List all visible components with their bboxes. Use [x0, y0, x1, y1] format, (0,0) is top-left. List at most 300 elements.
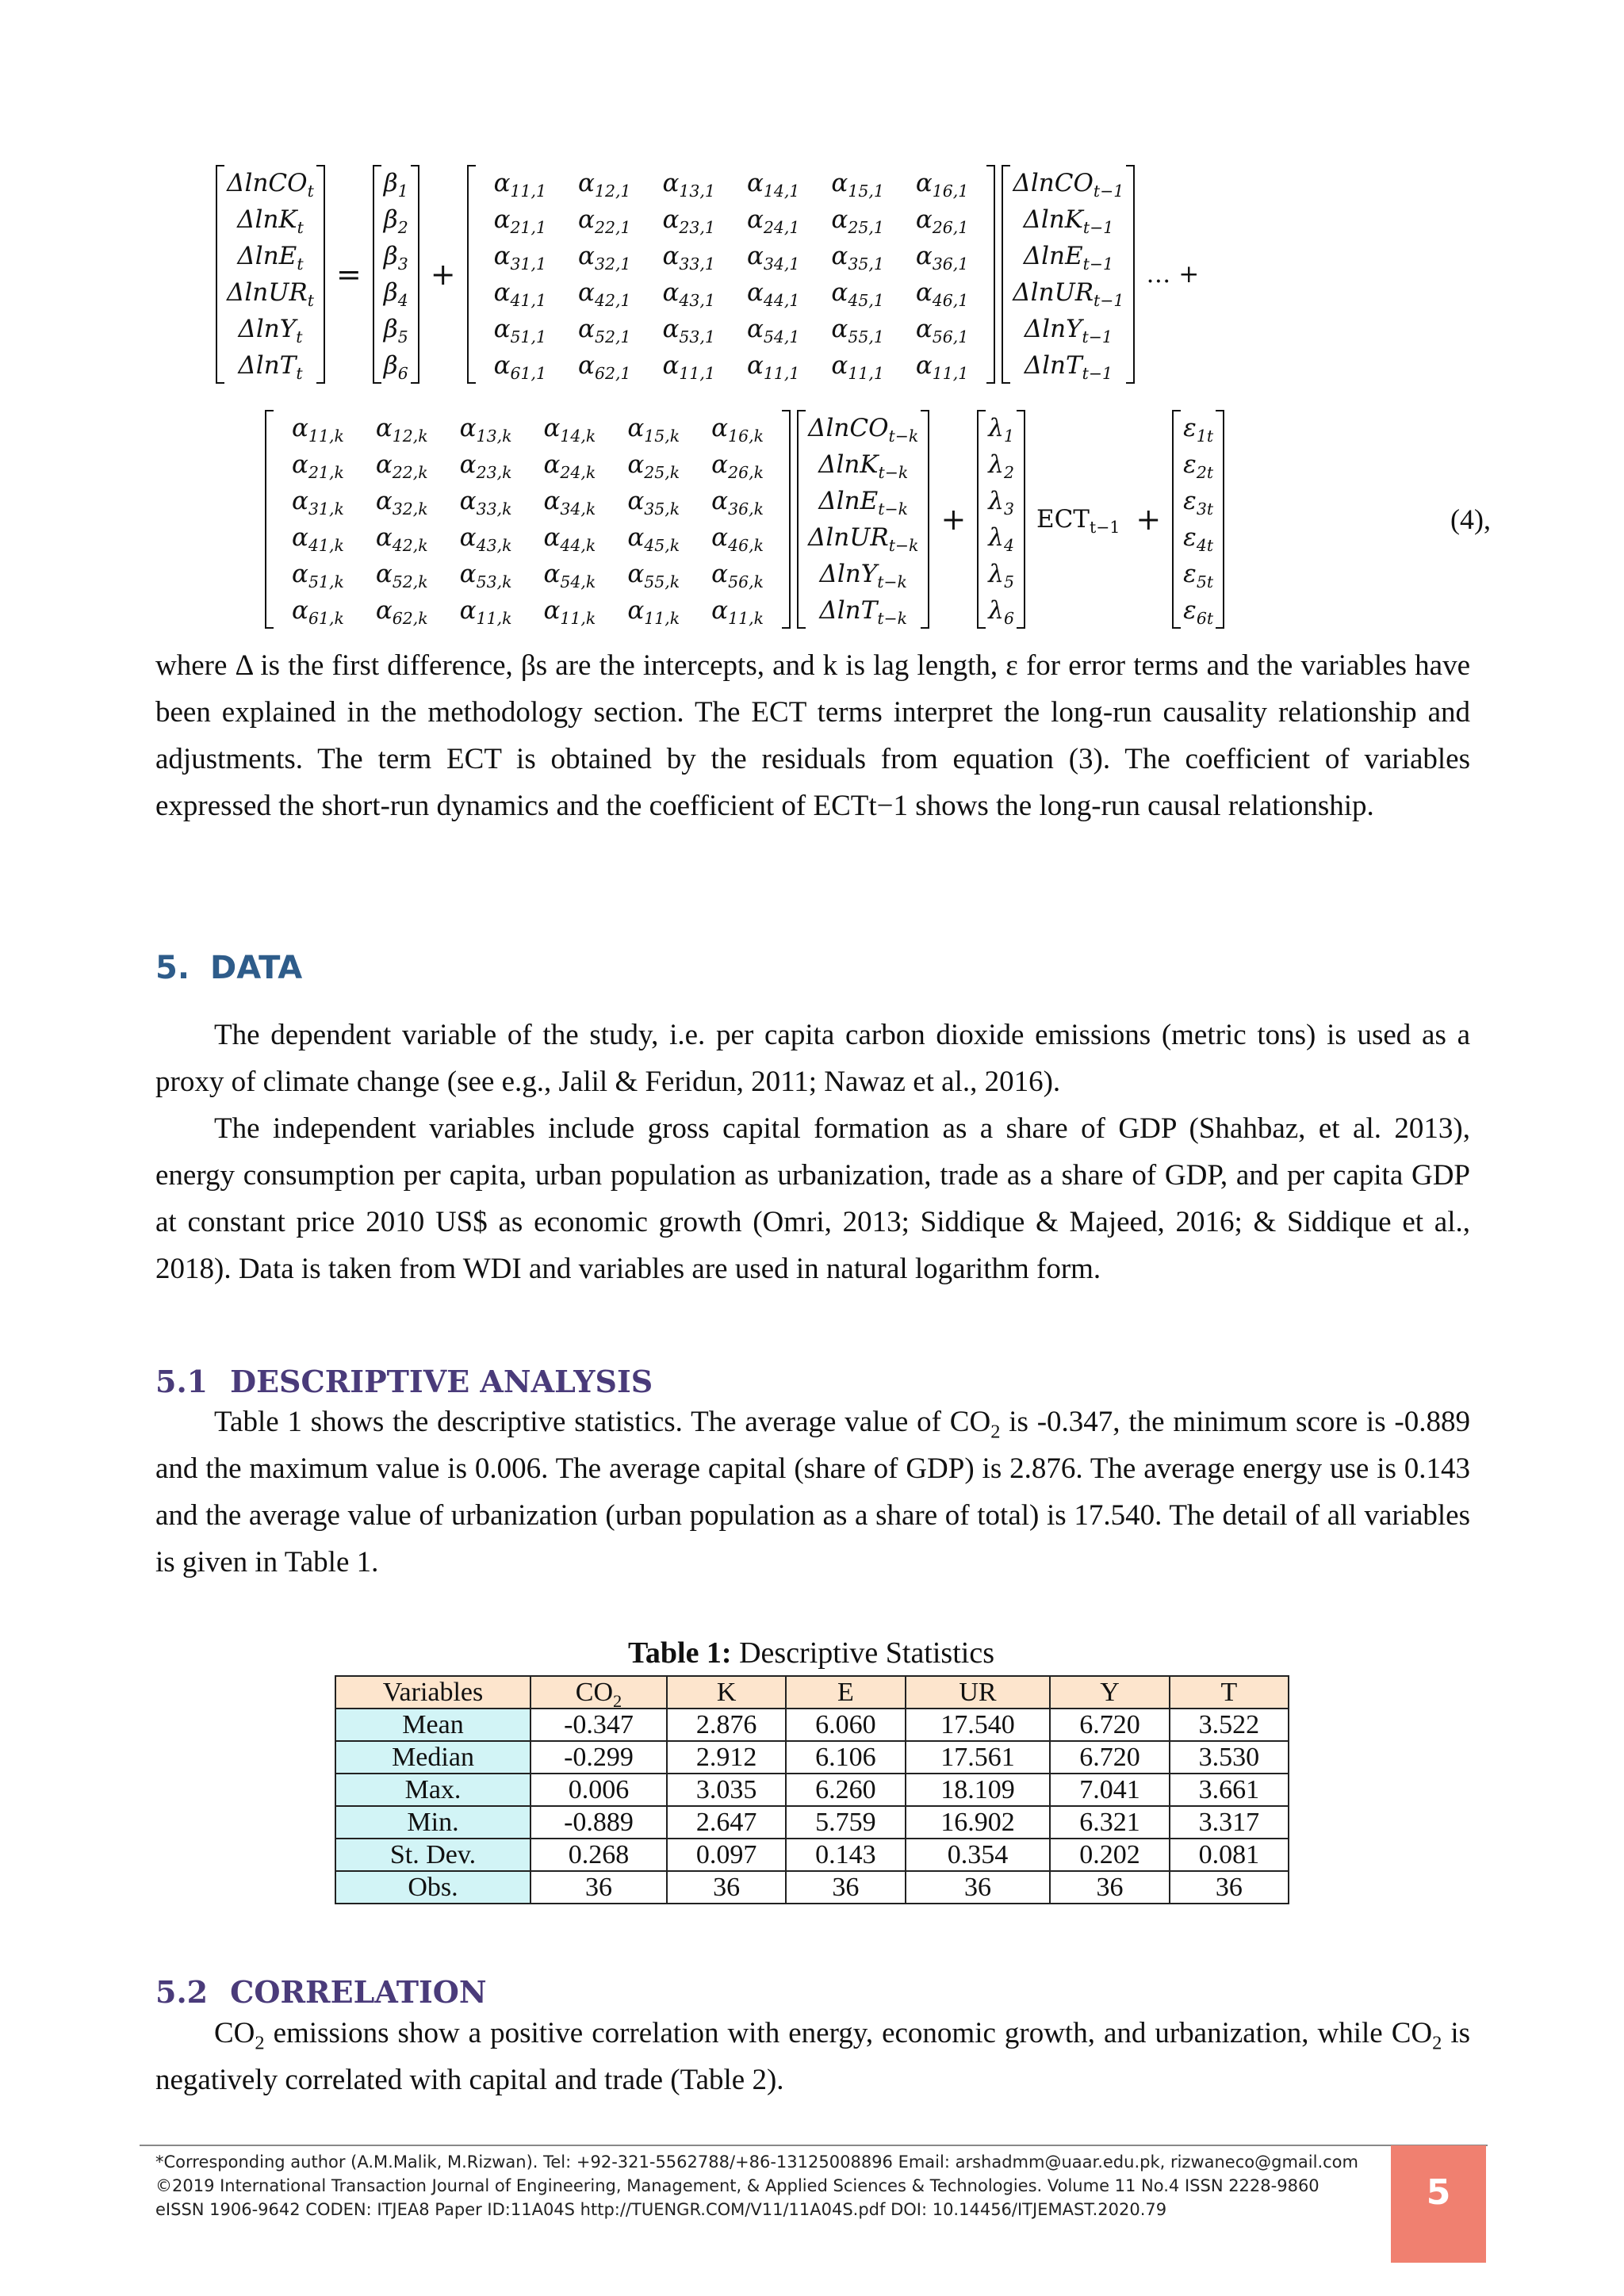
matrix-cell — [478, 201, 562, 238]
vars-vector-lagk — [797, 410, 929, 629]
lagged-variable: ΔlnE$_{t-1}$ — [1023, 242, 1113, 274]
lhs-vector — [216, 165, 325, 384]
matrix-cell — [900, 311, 984, 347]
alpha-coefficient: $\alpha_{41,1}$ — [493, 278, 547, 311]
table-column-header: E — [786, 1676, 905, 1709]
alpha-coefficient: $\alpha_{11,1}$ — [493, 169, 547, 201]
beta-intercept: $\beta_2$ — [383, 205, 408, 238]
table-cell: 0.006 — [530, 1774, 667, 1806]
matrix-cell — [900, 274, 984, 311]
table-cell: 17.561 — [906, 1741, 1051, 1774]
lambda-coefficient: $\lambda_4$ — [988, 523, 1014, 556]
matrix-cell — [695, 592, 779, 629]
error-term: $\varepsilon_{5t}$ — [1183, 560, 1214, 592]
matrix-cell — [646, 347, 730, 384]
matrix-cell — [646, 238, 730, 274]
alpha-coefficient: $\alpha_{11,k}$ — [543, 596, 596, 629]
alpha-coefficient: $\alpha_{31,1}$ — [493, 242, 547, 274]
alpha-coefficient: $\alpha_{34,1}$ — [746, 242, 800, 274]
table-row — [335, 1709, 1289, 1741]
table-row-label: Max. — [335, 1774, 530, 1806]
table-column-header: UR — [906, 1676, 1051, 1709]
matrix-cell — [527, 446, 611, 483]
section-heading-correlation — [155, 1974, 487, 2010]
alpha-coefficient: $\alpha_{34,k}$ — [543, 487, 596, 519]
matrix-cell — [478, 347, 562, 384]
matrix-column — [360, 410, 444, 629]
alpha-coefficient: $\alpha_{45,k}$ — [627, 523, 680, 556]
page-footer — [155, 2150, 1392, 2221]
descriptive-paragraph: Table 1 shows the descriptive statistics. The average value of $CO_2$ is -0.347, the minimum score is -0.889 and the maximum value is 0.006. The average capital (share of GDP) is 2.876. The average energy use is 0.143 and the average value of urbanization (urban population as a share of total) is 17.540. The detail of all variables is given in Table 1. — [155, 1406, 1470, 1578]
ellipsis: … + — [1146, 260, 1200, 289]
vars-vector-lag1 — [1002, 165, 1135, 384]
matrix-cell — [695, 446, 779, 483]
matrix-cell — [360, 519, 444, 556]
matrix-cell — [360, 410, 444, 446]
matrix-cell — [808, 592, 918, 629]
table-cell: 36 — [786, 1871, 905, 1904]
matrix-cell — [384, 311, 408, 347]
matrix-cell — [815, 347, 899, 384]
matrix-cell — [562, 238, 646, 274]
error-term: $\varepsilon_{1t}$ — [1183, 414, 1214, 446]
alpha-coefficient: $\alpha_{41,k}$ — [292, 523, 344, 556]
beta-vector — [373, 165, 419, 384]
alpha-coefficient: $\alpha_{51,1}$ — [493, 315, 547, 347]
matrix-cell — [227, 274, 314, 311]
alpha-coefficient: $\alpha_{46,1}$ — [915, 278, 969, 311]
matrix-cell — [695, 519, 779, 556]
error-term: $\varepsilon_{2t}$ — [1183, 450, 1214, 483]
correlation-paragraph: $CO_2$ emissions show a positive correlation with energy, economic growth, and urbanization, while $CO_2$ is negatively correlated with capital and trade (Table 2). — [155, 2017, 1470, 2096]
matrix-cell — [444, 446, 528, 483]
lagged-variable: ΔlnUR$_{t-1}$ — [1013, 278, 1124, 311]
matrix-cell — [646, 201, 730, 238]
matrix-cell — [562, 311, 646, 347]
lagged-variable: ΔlnY$_{t-k}$ — [819, 560, 907, 592]
alpha-coefficient: $\alpha_{16,1}$ — [915, 169, 969, 201]
matrix-column — [444, 410, 528, 629]
alpha-coefficient: $\alpha_{46,k}$ — [711, 523, 764, 556]
table-cell: 36 — [667, 1871, 786, 1904]
matrix-column — [900, 165, 984, 384]
alpha-coefficient: $\alpha_{11,k}$ — [459, 596, 512, 629]
matrix-cell — [815, 201, 899, 238]
matrix-column — [562, 165, 646, 384]
footer-divider — [140, 2145, 1488, 2146]
matrix-column — [731, 165, 815, 384]
alpha-coefficient: $\alpha_{11,k}$ — [292, 414, 344, 446]
alpha-coefficient: $\alpha_{13,k}$ — [459, 414, 512, 446]
alpha-coefficient: $\alpha_{62,1}$ — [578, 351, 631, 384]
lambda-coefficient: $\lambda_2$ — [988, 450, 1014, 483]
matrix-cell — [562, 274, 646, 311]
alpha-coefficient: $\alpha_{62,k}$ — [375, 596, 428, 629]
alpha-coefficient: $\alpha_{11,1}$ — [746, 351, 800, 384]
lagged-variable: ΔlnT$_{t-1}$ — [1024, 351, 1113, 384]
alpha-coefficient: $\alpha_{11,1}$ — [662, 351, 715, 384]
matrix-cell — [731, 347, 815, 384]
matrix-cell — [1183, 592, 1213, 629]
section-number: 5.2 — [155, 1974, 209, 2010]
matrix-cell — [478, 311, 562, 347]
lagged-variable: ΔlnCO$_{t-1}$ — [1013, 169, 1124, 201]
table-column-header: Y — [1050, 1676, 1169, 1709]
alpha-coefficient: $\alpha_{61,1}$ — [493, 351, 547, 384]
table-row-label: St. Dev. — [335, 1839, 530, 1871]
beta-intercept: $\beta_5$ — [383, 315, 408, 347]
matrix-cell — [276, 519, 360, 556]
table-row — [335, 1806, 1289, 1839]
alpha-coefficient: $\alpha_{36,k}$ — [711, 487, 764, 519]
matrix-cell — [815, 274, 899, 311]
matrix-cell — [227, 311, 314, 347]
lagged-variable: ΔlnCO$_{t-k}$ — [808, 414, 919, 446]
alpha-coefficient: $\alpha_{13,1}$ — [662, 169, 715, 201]
table-header-row — [335, 1676, 1289, 1709]
table-cell: 0.202 — [1050, 1839, 1169, 1871]
alpha-coefficient: $\alpha_{11,1}$ — [915, 351, 969, 384]
alpha-coefficient: $\alpha_{21,1}$ — [493, 205, 547, 238]
alpha-coefficient: $\alpha_{53,k}$ — [459, 560, 512, 592]
table-cell: 3.530 — [1170, 1741, 1289, 1774]
matrix-cell — [478, 165, 562, 201]
table-cell: 18.109 — [906, 1774, 1051, 1806]
matrix-cell — [731, 238, 815, 274]
matrix-cell — [227, 238, 314, 274]
matrix-cell — [444, 592, 528, 629]
matrix-column — [611, 410, 695, 629]
table-cell: 5.759 — [786, 1806, 905, 1839]
matrix-cell — [695, 483, 779, 519]
alpha-coefficient: $\alpha_{36,1}$ — [915, 242, 969, 274]
matrix-cell — [1013, 201, 1124, 238]
table-cell: 36 — [530, 1871, 667, 1904]
table-cell: 3.522 — [1170, 1709, 1289, 1741]
matrix-cell — [988, 483, 1014, 519]
error-term: $\varepsilon_{6t}$ — [1183, 596, 1214, 629]
matrix-cell — [815, 238, 899, 274]
matrix-cell — [731, 165, 815, 201]
caption-title: Descriptive Statistics — [739, 1636, 994, 1670]
table-column-header: T — [1170, 1676, 1289, 1709]
matrix-cell — [808, 556, 918, 592]
alpha-coefficient: $\alpha_{23,1}$ — [662, 205, 715, 238]
table-row — [335, 1741, 1289, 1774]
matrix-cell — [808, 410, 918, 446]
alpha-coefficient: $\alpha_{55,1}$ — [831, 315, 884, 347]
matrix-cell — [731, 274, 815, 311]
section-heading-data — [155, 950, 302, 986]
alpha-coefficient: $\alpha_{56,k}$ — [711, 560, 764, 592]
matrix-cell — [611, 483, 695, 519]
equation-number: (4), — [1450, 503, 1491, 535]
matrix-cell — [527, 410, 611, 446]
alpha-coefficient: $\alpha_{22,k}$ — [375, 450, 428, 483]
matrix-cell — [695, 556, 779, 592]
matrix-cell — [1013, 311, 1124, 347]
alpha-coefficient: $\alpha_{61,k}$ — [292, 596, 344, 629]
table-row-label: Mean — [335, 1709, 530, 1741]
lhs-variable: ΔlnY$_t$ — [238, 315, 303, 347]
matrix-cell — [900, 165, 984, 201]
equation-4-part2 — [262, 400, 1491, 638]
plus-sign: + — [940, 502, 967, 537]
table-cell: -0.299 — [530, 1741, 667, 1774]
alpha-coefficient: $\alpha_{44,1}$ — [746, 278, 800, 311]
matrix-cell — [1013, 165, 1124, 201]
beta-intercept: $\beta_6$ — [383, 351, 408, 384]
table-cell: 2.912 — [667, 1741, 786, 1774]
matrix-column — [815, 165, 899, 384]
matrix-cell — [646, 274, 730, 311]
error-term: $\varepsilon_{4t}$ — [1183, 523, 1214, 556]
section-title: DATA — [210, 950, 303, 986]
table-cell: 6.106 — [786, 1741, 905, 1774]
matrix-cell — [227, 347, 314, 384]
alpha-coefficient: $\alpha_{32,k}$ — [375, 487, 428, 519]
ect-label: $ECT_{t-1}$ — [1036, 505, 1120, 538]
table-cell: 3.317 — [1170, 1806, 1289, 1839]
alpha-coefficient: $\alpha_{21,k}$ — [292, 450, 344, 483]
footer-identifiers: eISSN 1906-9642 CODEN: ITJEA8 Paper ID:11A04S http://TUENGR.COM/V11/11A04S.pdf DOI: 10.14456/ITJEMAST.2020.79 — [155, 2200, 1167, 2219]
matrix-cell — [611, 592, 695, 629]
matrix-cell — [808, 519, 918, 556]
matrix-column — [646, 165, 730, 384]
matrix-cell — [808, 446, 918, 483]
matrix-cell — [276, 592, 360, 629]
matrix-cell — [808, 483, 918, 519]
section-number: 5.1 — [155, 1364, 209, 1399]
beta-intercept: $\beta_4$ — [383, 278, 408, 311]
alpha-coefficient: $\alpha_{33,k}$ — [459, 487, 512, 519]
alpha-coefficient: $\alpha_{15,1}$ — [831, 169, 884, 201]
matrix-cell — [611, 519, 695, 556]
alpha-matrix-lag1 — [467, 165, 996, 384]
alpha-coefficient: $\alpha_{42,k}$ — [375, 523, 428, 556]
matrix-cell — [900, 238, 984, 274]
table-row — [335, 1839, 1289, 1871]
alpha-coefficient: $\alpha_{43,1}$ — [662, 278, 715, 311]
matrix-cell — [360, 592, 444, 629]
matrix-cell — [562, 165, 646, 201]
matrix-cell — [1013, 274, 1124, 311]
matrix-cell — [360, 446, 444, 483]
lhs-variable: ΔlnT$_t$ — [238, 351, 303, 384]
table-cell: 2.876 — [667, 1709, 786, 1741]
caption-label: Table 1: — [628, 1636, 732, 1670]
alpha-coefficient: $\alpha_{15,k}$ — [627, 414, 680, 446]
lagged-variable: ΔlnK$_{t-k}$ — [818, 450, 909, 483]
alpha-coefficient: $\alpha_{51,k}$ — [292, 560, 344, 592]
matrix-column — [695, 410, 779, 629]
beta-intercept: $\beta_3$ — [383, 242, 408, 274]
matrix-cell — [384, 201, 408, 238]
matrix-cell — [611, 410, 695, 446]
lagged-variable: ΔlnT$_{t-k}$ — [819, 596, 908, 629]
plus-sign: + — [430, 257, 456, 292]
alpha-coefficient: $\alpha_{25,k}$ — [627, 450, 680, 483]
table-cell: 2.647 — [667, 1806, 786, 1839]
matrix-cell — [988, 556, 1014, 592]
table-cell: 6.260 — [786, 1774, 905, 1806]
matrix-cell — [611, 446, 695, 483]
error-term: $\varepsilon_{3t}$ — [1183, 487, 1214, 519]
alpha-coefficient: $\alpha_{53,1}$ — [662, 315, 715, 347]
matrix-cell — [1183, 556, 1213, 592]
lagged-variable: ΔlnUR$_{t-k}$ — [807, 523, 919, 556]
alpha-coefficient: $\alpha_{52,k}$ — [375, 560, 428, 592]
matrix-cell — [527, 592, 611, 629]
matrix-cell — [988, 446, 1014, 483]
table-cell: 3.661 — [1170, 1774, 1289, 1806]
alpha-coefficient: $\alpha_{24,1}$ — [746, 205, 800, 238]
alpha-coefficient: $\alpha_{54,1}$ — [746, 315, 800, 347]
epsilon-vector — [1172, 410, 1224, 629]
alpha-coefficient: $\alpha_{11,k}$ — [711, 596, 764, 629]
matrix-cell — [1013, 347, 1124, 384]
lagged-variable: ΔlnE$_{t-k}$ — [818, 487, 909, 519]
equation-explanation: where Δ is the first difference, βs are the intercepts, and k is lag length, ε for error terms and the variables have been explained in the methodology section. The ECT terms interpret the long-run causality relationship and adjustments. The term ECT is obtained by the residuals from equation (3). The coefficient of variables expressed the short-run dynamics and the coefficient of ECTt−1 shows the long-run causal relationship. — [155, 649, 1470, 822]
data-paragraph-2: The independent variables include gross capital formation as a share of GDP (Shahbaz, et al. 2013), energy consumption per capita, urban population as urbanization, trade as a share of GDP, and per capita GDP at constant price 2010 US$ as economic growth (Omri, 2013; Siddique & Majeed, 2016; & Siddique et al., 2018). Data is taken from WDI and variables are used in natural logarithm form. — [155, 1112, 1470, 1285]
table-cell: 0.143 — [786, 1839, 905, 1871]
table-cell: 36 — [906, 1871, 1051, 1904]
alpha-coefficient: $\alpha_{22,1}$ — [578, 205, 631, 238]
table-row — [335, 1871, 1289, 1904]
matrix-cell — [731, 311, 815, 347]
alpha-coefficient: $\alpha_{56,1}$ — [915, 315, 969, 347]
matrix-cell — [384, 238, 408, 274]
alpha-coefficient: $\alpha_{45,1}$ — [831, 278, 884, 311]
matrix-column — [478, 165, 562, 384]
matrix-cell — [988, 410, 1014, 446]
matrix-cell — [444, 410, 528, 446]
alpha-coefficient: $\alpha_{43,k}$ — [459, 523, 512, 556]
matrix-cell — [1183, 483, 1213, 519]
alpha-coefficient: $\alpha_{44,k}$ — [543, 523, 596, 556]
matrix-cell — [276, 410, 360, 446]
matrix-cell — [562, 201, 646, 238]
data-paragraph-1: The dependent variable of the study, i.e. per capita carbon dioxide emissions (metric tons) is used as a proxy of climate change (see e.g., Jalil & Feridun, 2011; Nawaz et al., 2016). — [155, 1019, 1470, 1098]
alpha-coefficient: $\alpha_{26,1}$ — [915, 205, 969, 238]
table-cell: -0.889 — [530, 1806, 667, 1839]
matrix-cell — [1013, 238, 1124, 274]
alpha-coefficient: $\alpha_{11,1}$ — [831, 351, 884, 384]
table-cell: 6.321 — [1050, 1806, 1169, 1839]
matrix-cell — [444, 519, 528, 556]
matrix-cell — [646, 165, 730, 201]
lhs-variable: ΔlnUR$_t$ — [227, 278, 314, 311]
table-cell: 6.720 — [1050, 1741, 1169, 1774]
section-number: 5. — [155, 950, 190, 986]
matrix-cell — [527, 519, 611, 556]
matrix-cell — [646, 311, 730, 347]
matrix-cell — [276, 556, 360, 592]
matrix-cell — [527, 483, 611, 519]
equation-4-part1 — [213, 155, 1207, 393]
matrix-cell — [562, 347, 646, 384]
table-corner-header: Variables — [335, 1676, 530, 1709]
alpha-coefficient: $\alpha_{54,k}$ — [543, 560, 596, 592]
alpha-coefficient: $\alpha_{35,k}$ — [627, 487, 680, 519]
alpha-coefficient: $\alpha_{42,1}$ — [578, 278, 631, 311]
lambda-coefficient: $\lambda_3$ — [988, 487, 1014, 519]
matrix-cell — [227, 165, 314, 201]
plus-sign: + — [1136, 502, 1162, 537]
lhs-variable: ΔlnCO$_t$ — [227, 169, 314, 201]
matrix-cell — [900, 201, 984, 238]
alpha-coefficient: $\alpha_{55,k}$ — [627, 560, 680, 592]
table-column-header: $CO_2$ — [530, 1676, 667, 1709]
table-cell: 0.081 — [1170, 1839, 1289, 1871]
footer-corresponding-author: *Corresponding author (A.M.Malik, M.Rizwan). Tel: +92-321-5562788/+86-13125008896 Email: arshadmm@uaar.edu.pk, rizwaneco@gmail.com — [155, 2152, 1358, 2172]
lagged-variable: ΔlnY$_{t-1}$ — [1024, 315, 1113, 347]
equals-sign: = — [335, 257, 362, 292]
alpha-coefficient: $\alpha_{35,1}$ — [831, 242, 884, 274]
matrix-cell — [900, 347, 984, 384]
matrix-cell — [276, 446, 360, 483]
matrix-cell — [1183, 446, 1213, 483]
section-heading-descriptive — [155, 1364, 653, 1399]
matrix-cell — [384, 347, 408, 384]
table-column-header: K — [667, 1676, 786, 1709]
section-title: DESCRIPTIVE ANALYSIS — [230, 1364, 653, 1399]
alpha-coefficient: $\alpha_{52,1}$ — [578, 315, 631, 347]
table-row-label: Obs. — [335, 1871, 530, 1904]
matrix-cell — [527, 556, 611, 592]
lambda-coefficient: $\lambda_6$ — [988, 596, 1014, 629]
lagged-variable: ΔlnK$_{t-1}$ — [1023, 205, 1114, 238]
matrix-cell — [815, 311, 899, 347]
ect-term — [1036, 505, 1120, 538]
lambda-vector — [977, 410, 1025, 629]
table-cell: 36 — [1170, 1871, 1289, 1904]
table-cell: 3.035 — [667, 1774, 786, 1806]
table-cell: -0.347 — [530, 1709, 667, 1741]
matrix-cell — [227, 201, 314, 238]
matrix-cell — [360, 556, 444, 592]
table-cell: 36 — [1050, 1871, 1169, 1904]
matrix-column — [276, 410, 360, 629]
alpha-coefficient: $\alpha_{33,1}$ — [662, 242, 715, 274]
matrix-column — [527, 410, 611, 629]
table-cell: 0.354 — [906, 1839, 1051, 1871]
lambda-coefficient: $\lambda_5$ — [988, 560, 1014, 592]
table-cell: 16.902 — [906, 1806, 1051, 1839]
alpha-coefficient: $\alpha_{11,k}$ — [627, 596, 680, 629]
alpha-coefficient: $\alpha_{24,k}$ — [543, 450, 596, 483]
matrix-cell — [384, 274, 408, 311]
lhs-variable: ΔlnE$_t$ — [237, 242, 304, 274]
alpha-coefficient: $\alpha_{32,1}$ — [578, 242, 631, 274]
matrix-cell — [360, 483, 444, 519]
matrix-cell — [444, 556, 528, 592]
table-cell: 6.720 — [1050, 1709, 1169, 1741]
matrix-cell — [444, 483, 528, 519]
descriptive-statistics-table — [335, 1675, 1289, 1904]
matrix-cell — [1183, 410, 1213, 446]
table-row-label: Median — [335, 1741, 530, 1774]
table-cell: 0.268 — [530, 1839, 667, 1871]
matrix-cell — [384, 165, 408, 201]
matrix-cell — [988, 592, 1014, 629]
alpha-coefficient: $\alpha_{12,k}$ — [375, 414, 428, 446]
alpha-coefficient: $\alpha_{25,1}$ — [831, 205, 884, 238]
matrix-cell — [988, 519, 1014, 556]
alpha-coefficient: $\alpha_{16,k}$ — [711, 414, 764, 446]
table-cell: 6.060 — [786, 1709, 905, 1741]
alpha-coefficient: $\alpha_{14,k}$ — [543, 414, 596, 446]
